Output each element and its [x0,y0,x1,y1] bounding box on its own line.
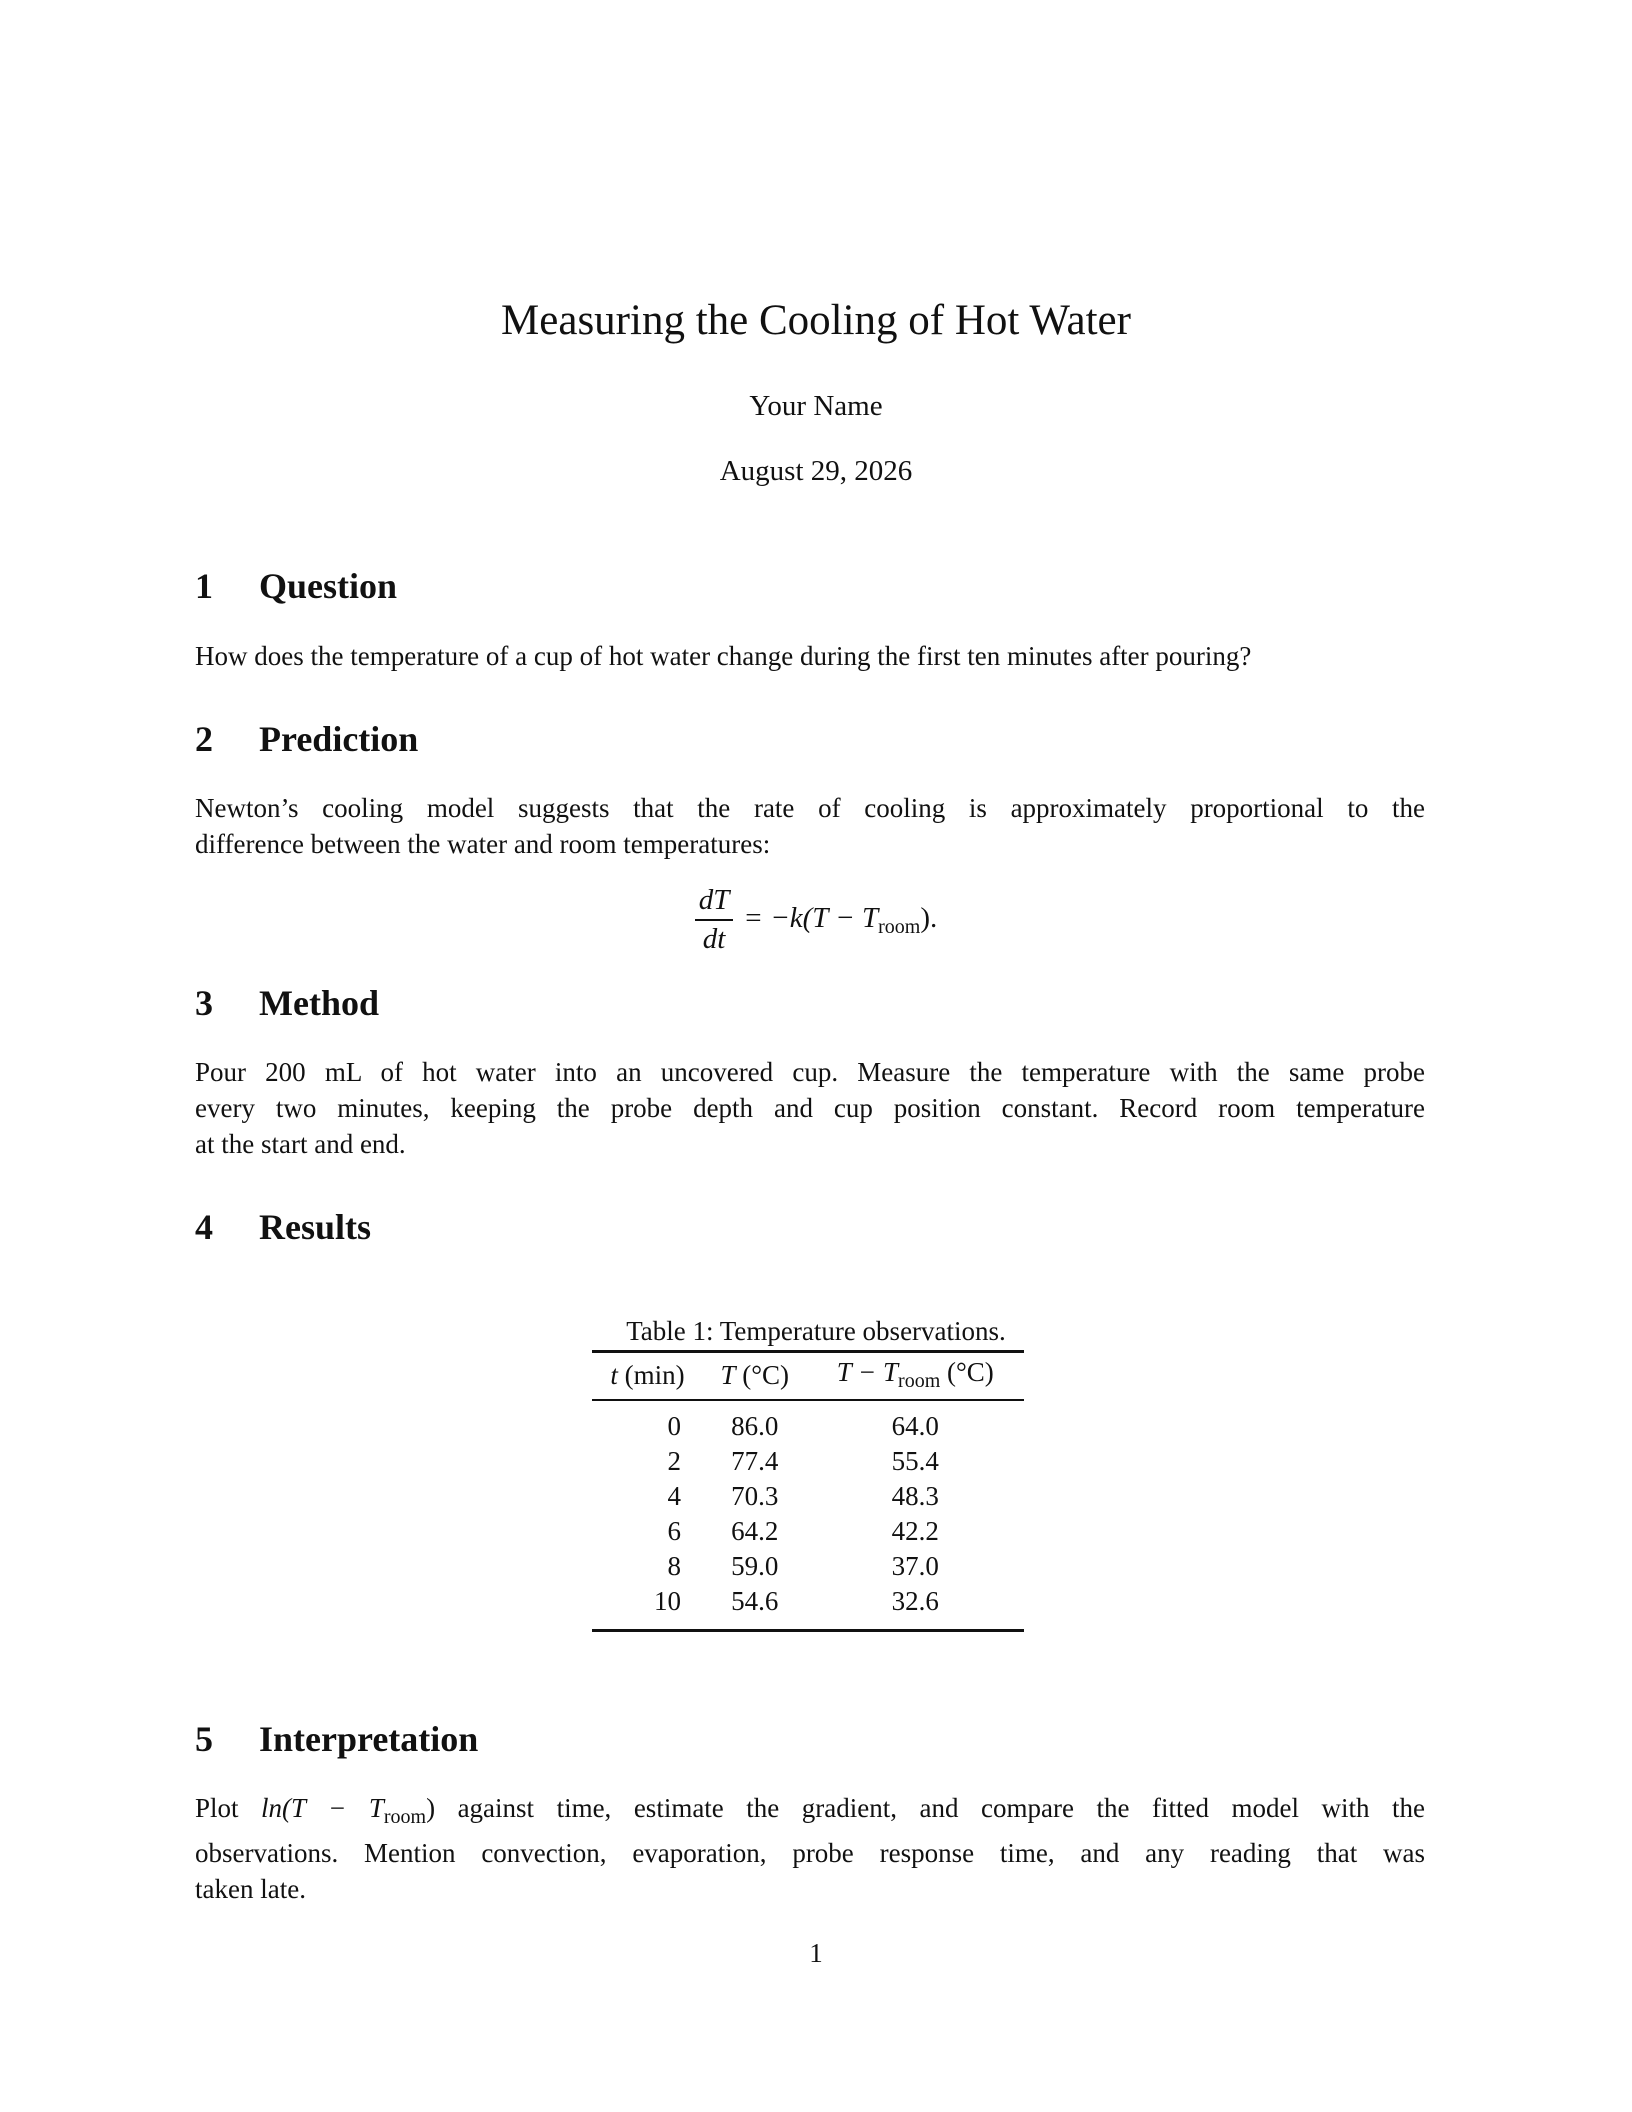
header-subscript: room [898,1370,941,1392]
paragraph-line-rest: against time, estimate the gradient, and compare the fitted model with the [457,1793,1425,1823]
table-cell-temperature: 86.0 [731,1411,779,1441]
table-header-row [592,1352,1024,1401]
paragraph-line: difference between the water and room temperatures: [195,829,771,859]
column-header-time [592,1352,703,1401]
section-heading-question [195,565,397,607]
cooling-equation [0,884,1632,956]
table-cell-time: 6 [667,1516,681,1546]
section-title: Interpretation [259,1719,479,1759]
table-row [592,1549,1024,1584]
paragraph-line: Newton’s cooling model suggests that the rate of cooling is approximately proportional to the [195,793,1425,823]
table-row [592,1444,1024,1479]
column-header-temperature-difference [807,1352,1024,1401]
table-row [592,1584,1024,1631]
table-cell-difference: 32.6 [807,1584,1024,1631]
header-unit: (°C) [735,1359,790,1390]
table-cell-temperature: 54.6 [703,1584,807,1631]
section-number: 3 [195,983,213,1023]
table-cell-difference: 64.0 [891,1411,939,1441]
table-row [592,1514,1024,1549]
table-cell-difference: 48.3 [891,1481,939,1511]
table-cell-temperature: 70.3 [731,1481,779,1511]
table-cell-time: 10 [592,1584,703,1631]
header-unit: (min) [617,1359,685,1390]
paragraph-line: observations. Mention convection, evaporation, probe response time, and any reading that was [195,1838,1425,1868]
section-number: 1 [195,566,213,606]
fraction-denominator: dt [702,923,726,955]
question-paragraph [195,638,1425,674]
section-number: 4 [195,1207,213,1247]
paragraph-line: at the start and end. [195,1129,406,1159]
section-title: Prediction [259,719,419,759]
method-paragraph [195,1054,1425,1162]
paragraph-line [195,1790,1425,1835]
equation-rhs-suffix: ). [920,901,938,934]
paragraph-line: taken late. [195,1874,306,1904]
section-heading-interpretation [195,1718,478,1760]
paragraph-line: every two minutes, keeping the probe depth and cup position constant. Record room temperature [195,1093,1425,1123]
page-number: 1 [809,1938,823,1968]
header-variable: T − T [836,1357,899,1387]
table-row [592,1479,1024,1514]
log-expression [261,1793,436,1828]
plot-word: Plot [195,1793,239,1823]
header-variable: T [720,1359,736,1390]
paragraph-line: Pour 200 mL of hot water into an uncovered cup. Measure the temperature with the same probe [195,1057,1425,1087]
log-expression-prefix: ln(T − T [261,1793,384,1823]
section-title: Question [259,566,398,606]
document-date: August 29, 2026 [719,455,913,487]
prediction-paragraph [195,790,1425,862]
table-cell-temperature: 64.2 [731,1516,779,1546]
section-title: Method [259,983,379,1023]
document-title: Measuring the Cooling of Hot Water [501,297,1131,344]
log-expression-suffix: ) [426,1793,436,1823]
table-cell-time: 4 [667,1481,681,1511]
section-number: 5 [195,1719,213,1759]
table-row [592,1400,1024,1444]
equation-rhs-prefix: = −k(T − T [743,901,879,934]
interpretation-paragraph [195,1790,1425,1907]
equation-subscript: room [878,915,921,938]
column-header-temperature [703,1352,807,1401]
derivative-fraction [695,884,734,956]
table-cell-time: 0 [667,1411,681,1441]
section-title: Results [259,1207,372,1247]
table-cell-difference: 55.4 [891,1446,939,1476]
table-caption: Table 1: Temperature observations. [626,1316,1006,1346]
temperature-table [592,1350,1024,1632]
table-cell-temperature: 59.0 [731,1551,779,1581]
table-cell-difference: 37.0 [891,1551,939,1581]
document-author: Your Name [749,390,883,422]
section-heading-prediction [195,718,418,760]
table-cell-difference: 42.2 [891,1516,939,1546]
equation-rhs [743,902,937,939]
fraction-numerator: dT [695,884,734,921]
paragraph-line: How does the temperature of a cup of hot water change during the first ten minutes after pouring? [195,641,1252,671]
header-unit: (°C) [940,1357,994,1387]
header-variable: t [610,1359,618,1390]
table-cell-temperature: 77.4 [731,1446,779,1476]
section-number: 2 [195,719,213,759]
table-cell-time: 8 [667,1551,681,1581]
table-cell-time: 2 [667,1446,681,1476]
section-heading-method [195,982,379,1024]
section-heading-results [195,1206,371,1248]
log-expression-subscript: room [383,1806,427,1828]
